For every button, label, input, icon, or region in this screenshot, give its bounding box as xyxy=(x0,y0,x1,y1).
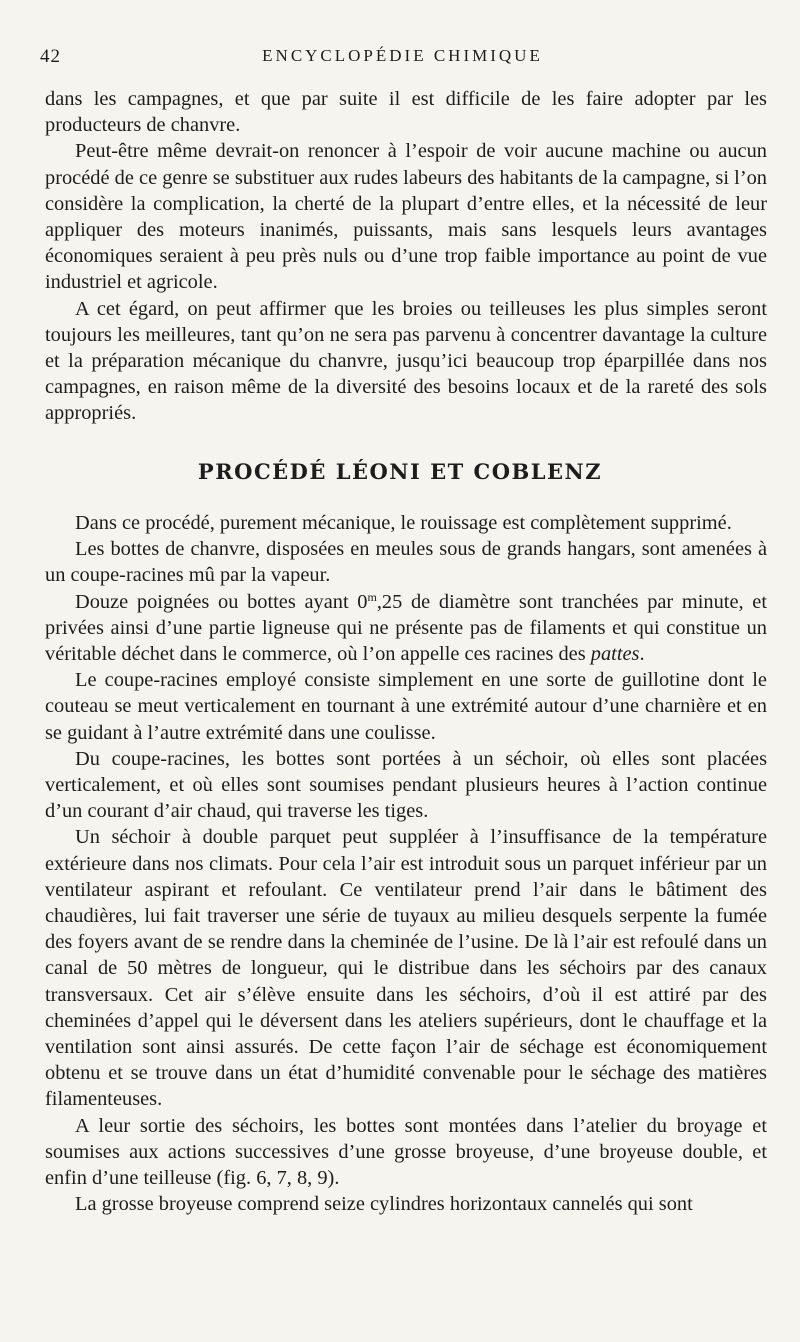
section-heading: PROCÉDÉ LÉONI ET COBLENZ xyxy=(197,459,603,484)
paragraph-continuation: dans les campagnes, et que par suite il est difficile de les faire adopter par les producteurs de chanvre. xyxy=(45,88,767,137)
italic-term: pattes xyxy=(590,643,640,666)
paragraph: A leur sortie des séchoirs, les bottes sont montées dans l’atelier du broyage et soumises aux actions successives d’une grosse broyeuse, d’une broyeuse double, et enfin d’une teilleuse (fig. 6, 7, 8, 9). xyxy=(45,1114,767,1190)
paragraph-end: . xyxy=(639,643,645,666)
page-number: 42 xyxy=(40,46,61,67)
unit-superscript: m xyxy=(367,589,377,604)
text-block-after-section xyxy=(45,510,767,1217)
paragraph: Du coupe-racines, les bottes sont portées à un séchoir, où elles sont placées verticalement, et où elles sont soumises pendant plusieurs heures à l’action continue d’un courant d’air chaud, qui traverse les tiges. xyxy=(45,747,767,823)
paragraph: La grosse broyeuse comprend seize cylindres horizontaux cannelés qui sont xyxy=(75,1193,693,1216)
paragraph: Peut-être même devrait-on renoncer à l’espoir de voir aucune machine ou aucun procédé de ce genre se substituer aux rudes labeurs des habitants de la campagne, si l’on considère la complication, la cherté de la plupart d’entre elles, et la nécessité de leur appliquer des moteurs inanimés, puissants, mais sans lesquels leurs avantages économiques seraient à peu près nuls ou d’une trop faible importance au point de vue industriel et agricole. xyxy=(45,140,767,294)
paragraph: Un séchoir à double parquet peut suppléer à l’insuffisance de la température extérieure dans nos climats. Pour cela l’air est introduit sous un parquet inférieur par un ventilateur aspirant et refoulant. Ce ventilateur prend l’air dans le bâtiment des chaudières, lui fait traverser une série de tuyaux au milieu desquels serpente la fumée des foyers avant de se rendre dans la cheminée de l’usine. De là l’air est refoulé dans un canal de 50 mètres de longueur, qui le distribue dans les séchoirs par des canaux transversaux. Cet air s’élève ensuite dans les séchoirs, d’où il est attiré par des cheminées d’appel qui le déversent dans les ateliers supérieurs, dont le chauffage et la ventilation sont ainsi assurés. De cette façon l’air de séchage est économiquement obtenu et se trouve dans un état d’humidité convenable pour le séchage des matières filamenteuses. xyxy=(45,826,767,1111)
paragraph: A cet égard, on peut affirmer que les broies ou teilleuses les plus simples seront toujours les meilleures, tant qu’on ne sera pas parvenu à concentrer davantage la culture et la préparation mécanique du chanvre, jusqu’ici beaucoup trop éparpillée dans nos campagnes, en raison même de la diversité des besoins locaux et de la rareté des sols appropriés. xyxy=(45,297,767,425)
paragraph-text: ,25 de diamètre sont tranchées par minute, et privées ainsi d’une partie ligneuse qui ne présente pas de filaments et qui constitue un véritable déchet dans le commerce, où l’on appelle ces racines des xyxy=(45,590,768,666)
paragraph-text: Douze poignées ou bottes ayant 0 xyxy=(75,590,368,613)
paragraph-with-measure xyxy=(45,589,767,668)
paragraph: Le coupe-racines employé consiste simplement en une sorte de guillotine dont le couteau se meut verticalement en tournant à une extrémité autour d’une charnière et en se guidant à l’autre extrémité dans une coulisse. xyxy=(45,669,767,744)
page-header xyxy=(40,46,765,74)
running-title: ENCYCLOPÉDIE CHIMIQUE xyxy=(262,46,543,65)
paragraph: Dans ce procédé, purement mécanique, le rouissage est complètement supprimé. xyxy=(75,512,732,534)
paragraph: Les bottes de chanvre, disposées en meules sous de grands hangars, sont amenées à un coupe-racines mû par la vapeur. xyxy=(45,538,767,587)
text-block-before-section xyxy=(45,86,767,427)
